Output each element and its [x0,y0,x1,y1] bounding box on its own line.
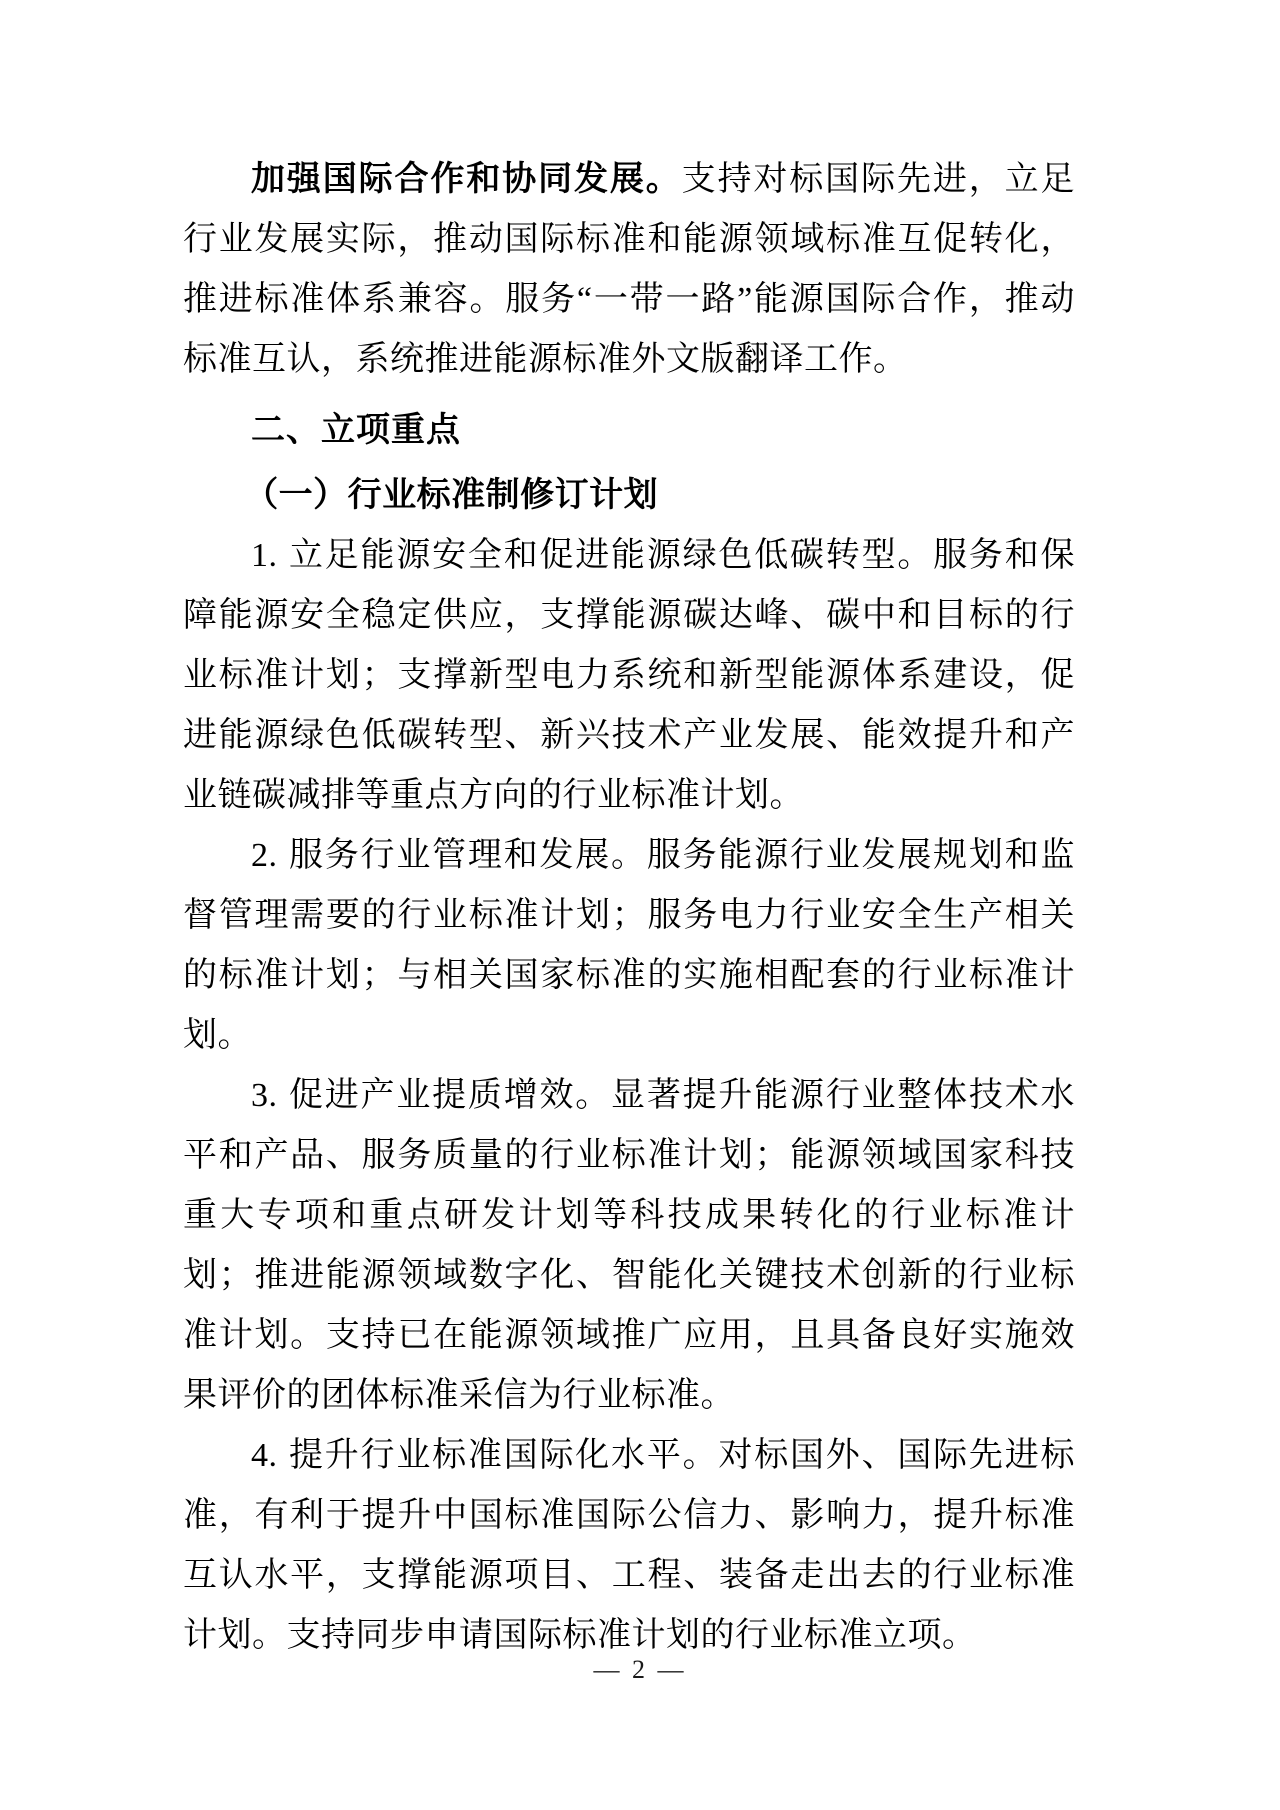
item-paragraph-3 [183,1066,1075,1426]
item-text-1: 立足能源安全和促进能源绿色低碳转型。服务和保障能源安全稳定供应，支撑能源碳达峰、碳中和目标的行业标准计划；支撑新型电力系统和新型能源体系建设，促进能源绿色低碳转型、新兴技术产业发展、能效提升和产业链碳减排等重点方向的行业标准计划。 [183,537,1075,814]
item-number-3: 3. [251,1077,278,1114]
item-paragraph-4 [183,1426,1075,1666]
item-text-2: 服务行业管理和发展。服务能源行业发展规划和监督管理需要的行业标准计划；服务电力行业安全生产相关的标准计划；与相关国家标准的实施相配套的行业标准计划。 [183,837,1075,1054]
item-number-1: 1. [251,537,278,574]
intro-paragraph [183,150,1075,390]
item-paragraph-2 [183,826,1075,1066]
item-text-4: 提升行业标准国际化水平。对标国外、国际先进标准，有利于提升中国标准国际公信力、影响力，提升标准互认水平，支撑能源项目、工程、装备走出去的行业标准计划。支持同步申请国际标准计划的行业标准立项。 [183,1437,1075,1654]
item-number-4: 4. [251,1437,278,1474]
item-number-2: 2. [251,837,278,874]
page-number: — 2 — [593,1655,687,1684]
section-heading: 二、立项重点 [251,411,461,449]
subsection-heading: （一）行业标准制修订计划 [244,477,659,514]
item-text-3: 促进产业提质增效。显著提升能源行业整体技术水平和产品、服务质量的行业标准计划；能源领域国家科技重大专项和重点研发计划等科技成果转化的行业标准计划；推进能源领域数字化、智能化关键技术创新的行业标准计划。支持已在能源领域推广应用，且具备良好实施效果评价的团体标准采信为行业标准。 [183,1077,1075,1414]
item-paragraph-1 [183,526,1075,826]
document-body [183,150,1075,1666]
intro-text: 支持对标国际先进，立足行业发展实际，推动国际标准和能源领域标准互促转化，推进标准体系兼容。服务“一带一路”能源国际合作，推动标准互认，系统推进能源标准外文版翻译工作。 [183,161,1076,378]
intro-lead-bold: 加强国际合作和协同发展。 [251,161,682,198]
